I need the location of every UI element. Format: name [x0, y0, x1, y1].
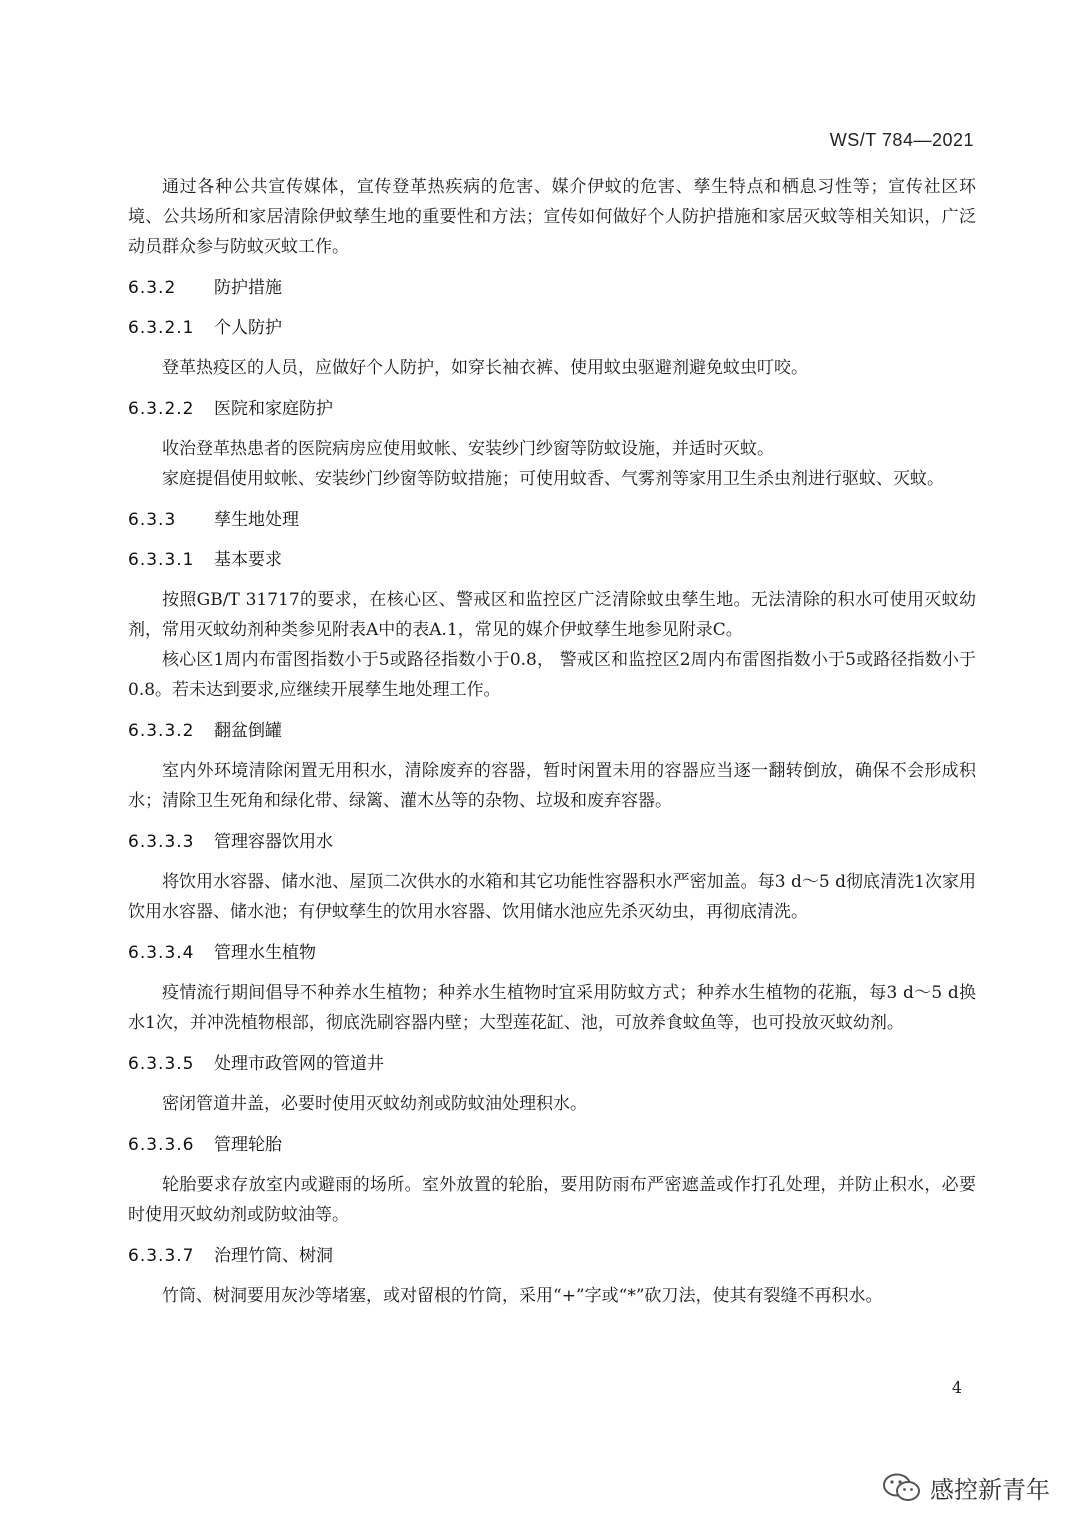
- section-heading: [128, 545, 976, 575]
- section-title: 管理容器饮用水: [214, 832, 333, 852]
- section-heading: [128, 273, 976, 303]
- section-title: 医院和家庭防护: [214, 399, 333, 419]
- section-title: 基本要求: [214, 550, 282, 570]
- paragraph: 收治登革热患者的医院病房应使用蚊帐、安装纱门纱窗等防蚊设施，并适时灭蚊。: [162, 439, 774, 459]
- paragraph: 按照GB/T 31717的要求，在核心区、警戒区和监控区广泛清除蚊虫孳生地。无法清除的积水可使用灭蚊幼剂，常用灭蚊幼剂种类参见附表A中的表A.1，常见的媒介伊蚊孳生地参见附录C。: [128, 590, 976, 640]
- paragraph: 室内外环境清除闲置无用积水，清除废弃的容器，暂时闲置未用的容器应当逐一翻转倒放，确保不会形成积水；清除卫生死角和绿化带、绿篱、灌木丛等的杂物、垃圾和废弃容器。: [128, 761, 976, 811]
- section-number: 6.3.3.3: [128, 832, 195, 852]
- section-number: 6.3.2: [128, 278, 177, 298]
- section-title: 翻盆倒罐: [214, 721, 282, 741]
- section-heading: [128, 1130, 976, 1160]
- page-number: 4: [951, 1378, 962, 1397]
- paragraph: 将饮用水容器、储水池、屋顶二次供水的水箱和其它功能性容器积水严密加盖。每3 d～5 d彻底清洗1次家用饮用水容器、储水池；有伊蚊孳生的饮用水容器、饮用储水池应先杀灭幼虫，再彻底清洗。: [128, 872, 976, 922]
- paragraph: 疫情流行期间倡导不种养水生植物；种养水生植物时宜采用防蚊方式；种养水生植物的花瓶，每3 d～5 d换水1次，并冲洗植物根部，彻底洗刷容器内壁；大型莲花缸、池，可放养食蚊鱼等，也可投放灭蚊幼剂。: [128, 983, 976, 1033]
- section-number: 6.3.3.4: [128, 943, 195, 963]
- watermark: [882, 1470, 1050, 1505]
- section-heading: [128, 394, 976, 424]
- document-body: [128, 172, 976, 1311]
- paragraph: 家庭提倡使用蚊帐、安装纱门纱窗等防蚊措施；可使用蚊香、气雾剂等家用卫生杀虫剂进行驱蚊、灭蚊。: [162, 469, 944, 489]
- section-heading: [128, 827, 976, 857]
- section-number: 6.3.3.7: [128, 1246, 195, 1266]
- section-number: 6.3.3.6: [128, 1135, 195, 1155]
- wechat-icon: [882, 1472, 922, 1504]
- section-heading: [128, 1241, 976, 1271]
- section-heading: [128, 1049, 976, 1079]
- section-heading: [128, 716, 976, 746]
- section-title: 处理市政管网的管道井: [214, 1054, 384, 1074]
- section-number: 6.3.2.2: [128, 399, 195, 419]
- paragraph: 核心区1周内布雷图指数小于5或路径指数小于0.8， 警戒区和监控区2周内布雷图指数小于5或路径指数小于0.8。若未达到要求,应继续开展孳生地处理工作。: [128, 650, 976, 700]
- section-title: 防护措施: [214, 278, 282, 298]
- paragraph: 竹筒、树洞要用灰沙等堵塞，或对留根的竹筒，采用“+”字或“*”砍刀法，使其有裂缝不再积水。: [162, 1286, 883, 1306]
- section-title: 孳生地处理: [214, 510, 299, 530]
- paragraph: 通过各种公共宣传媒体，宣传登革热疾病的危害、媒介伊蚊的危害、孳生特点和栖息习性等；宣传社区环境、公共场所和家居清除伊蚊孳生地的重要性和方法；宣传如何做好个人防护措施和家居灭蚊等相关知识，广泛动员群众参与防蚊灭蚊工作。: [128, 177, 976, 257]
- section-heading: [128, 938, 976, 968]
- section-number: 6.3.3: [128, 510, 177, 530]
- section-title: 治理竹筒、树洞: [214, 1246, 333, 1266]
- section-title: 管理轮胎: [214, 1135, 282, 1155]
- watermark-text: 感控新青年: [930, 1476, 1050, 1504]
- paragraph: 密闭管道井盖，必要时使用灭蚊幼剂或防蚊油处理积水。: [162, 1094, 587, 1114]
- section-number: 6.3.3.1: [128, 550, 195, 570]
- section-title: 个人防护: [214, 318, 282, 338]
- section-title: 管理水生植物: [214, 943, 316, 963]
- section-heading: [128, 313, 976, 343]
- section-number: 6.3.2.1: [128, 318, 195, 338]
- standard-code: WS/T 784—2021: [829, 130, 974, 150]
- section-number: 6.3.3.2: [128, 721, 195, 741]
- paragraph: 登革热疫区的人员，应做好个人防护，如穿长袖衣裤、使用蚊虫驱避剂避免蚊虫叮咬。: [162, 358, 808, 378]
- paragraph: 轮胎要求存放室内或避雨的场所。室外放置的轮胎，要用防雨布严密遮盖或作打孔处理，并防止积水，必要时使用灭蚊幼剂或防蚊油等。: [128, 1175, 976, 1225]
- section-heading: [128, 505, 976, 535]
- section-number: 6.3.3.5: [128, 1054, 195, 1074]
